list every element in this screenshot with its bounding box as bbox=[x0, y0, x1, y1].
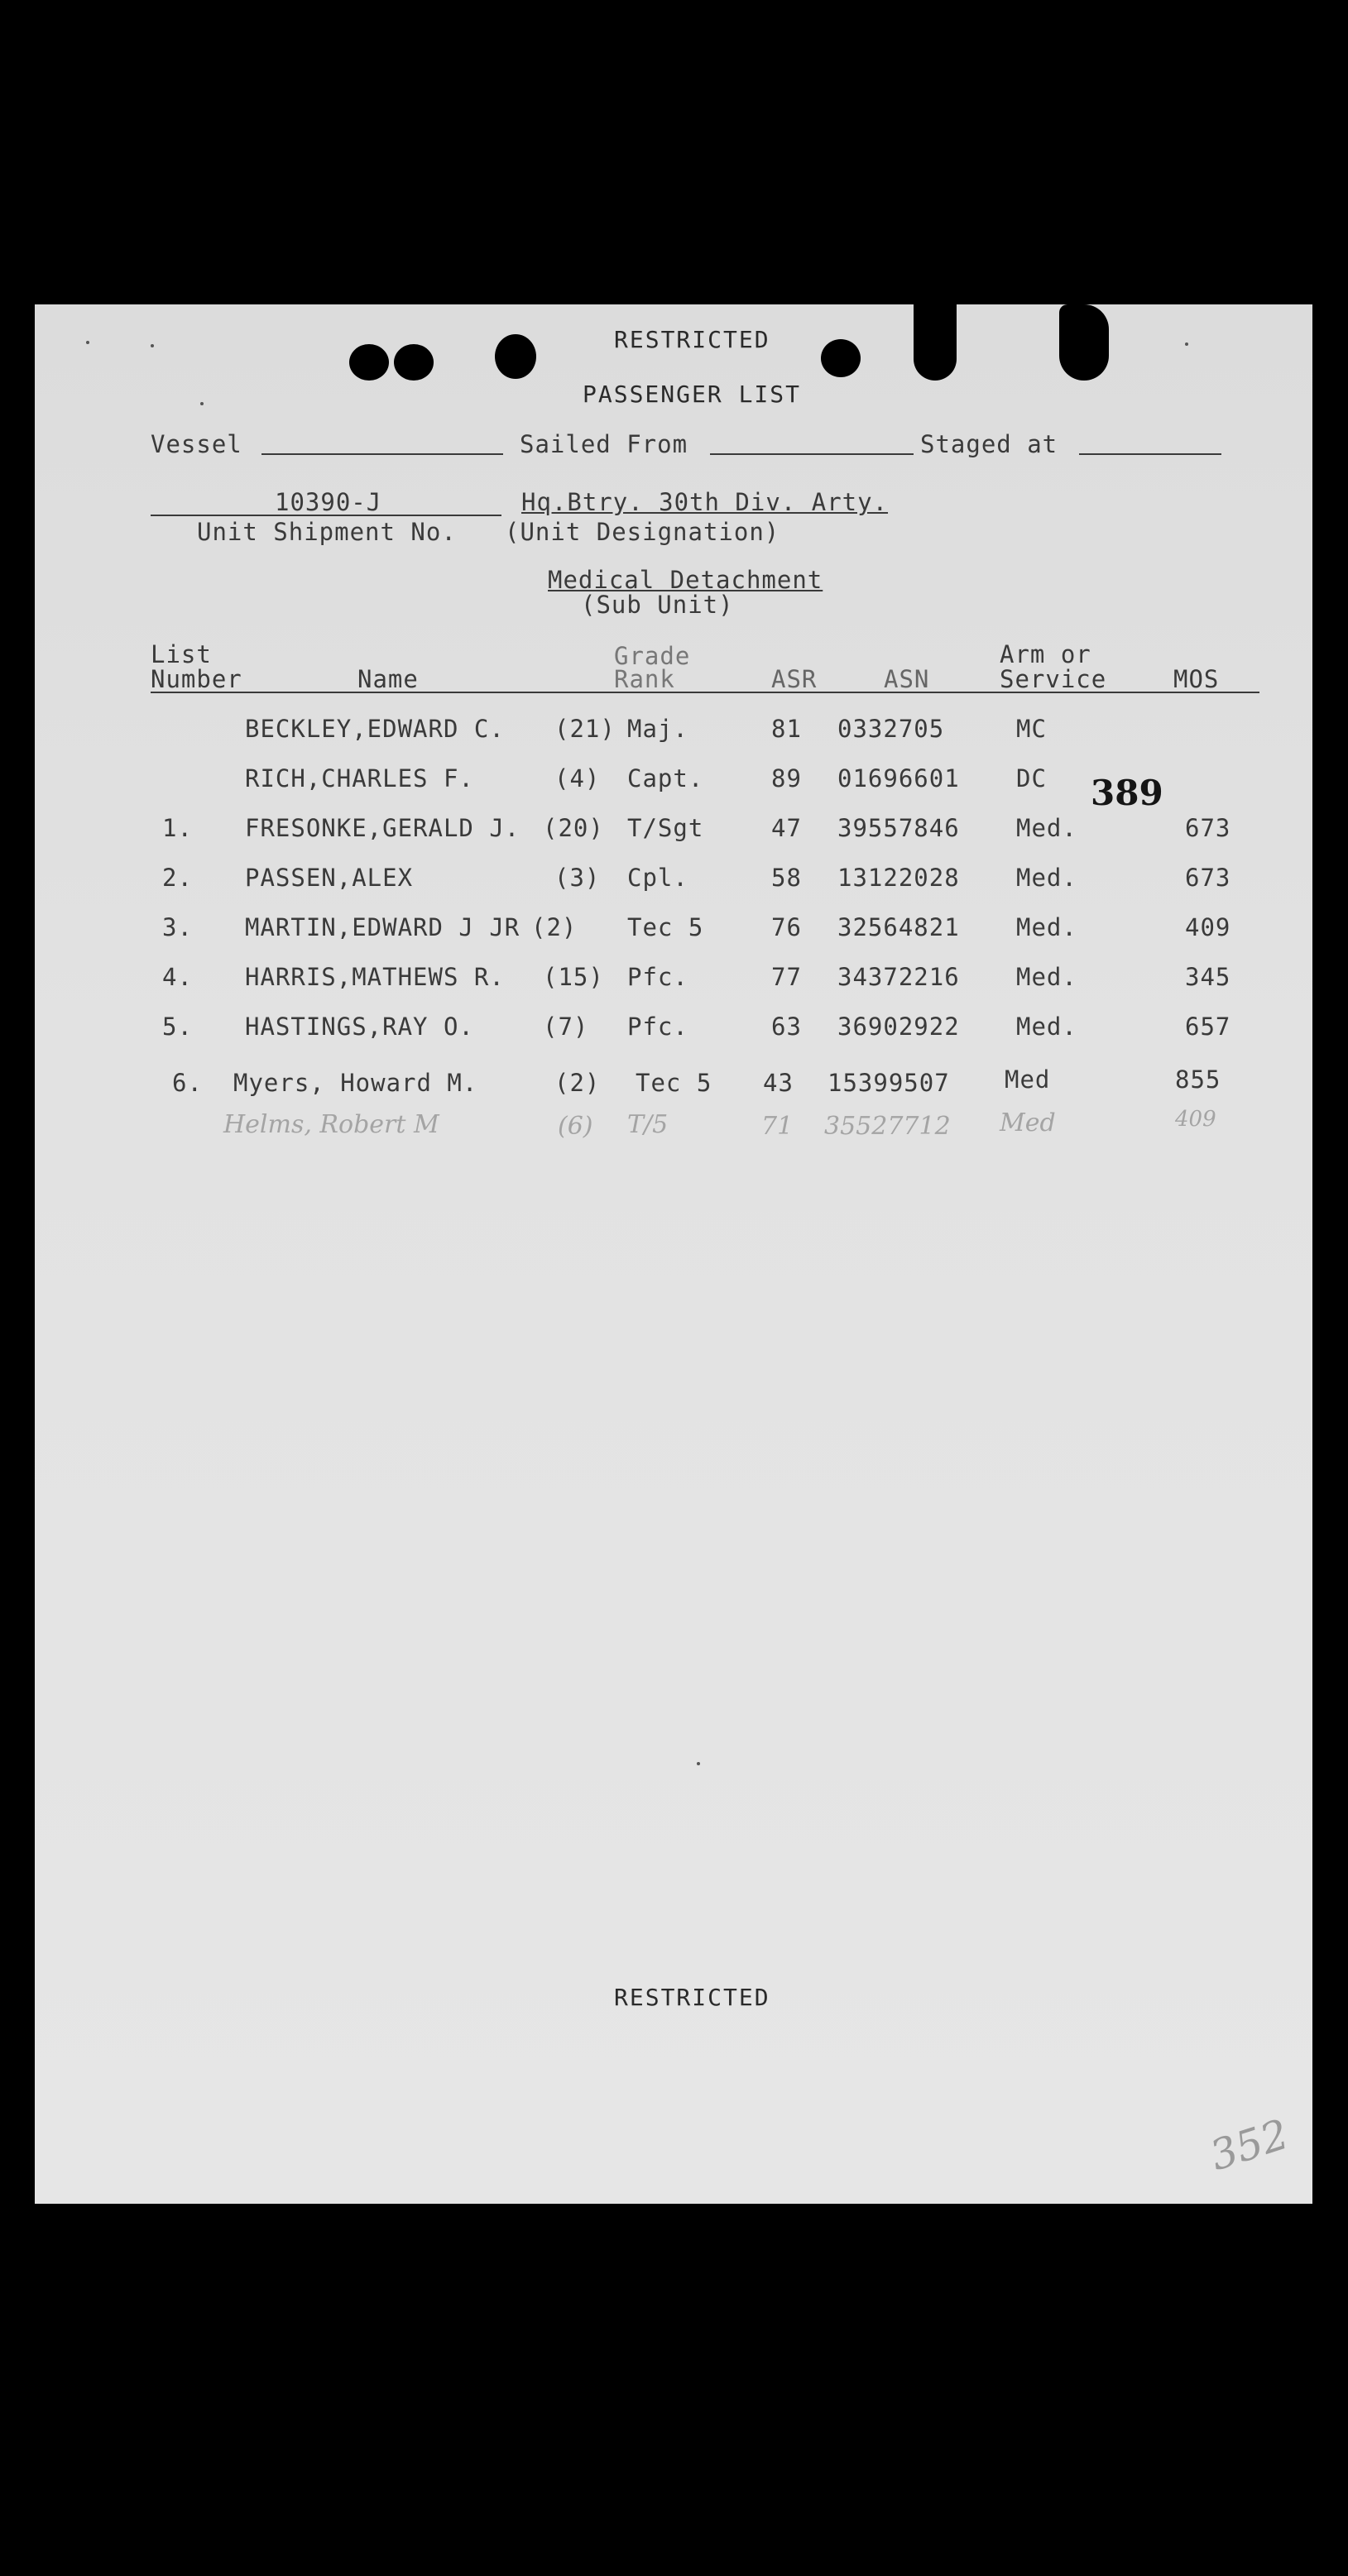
handwritten-page-number: 352 bbox=[1204, 2109, 1295, 2181]
row-name: MARTIN,EDWARD J JR bbox=[245, 913, 520, 941]
row-asr: 58 bbox=[771, 864, 802, 892]
col-asr: ASR bbox=[771, 665, 818, 693]
staged-at-label: Staged at bbox=[920, 430, 1058, 458]
col-grade-2: Rank bbox=[614, 665, 675, 693]
sub-unit: Medical Detachment bbox=[548, 566, 823, 594]
handwritten-mos: 409 bbox=[1175, 1107, 1216, 1132]
unit-shipment-number: 10390-J bbox=[275, 488, 382, 516]
sub-unit-label: (Sub Unit) bbox=[581, 591, 734, 619]
row-code: (2) bbox=[531, 913, 578, 941]
stamp-number: 389 bbox=[1091, 773, 1163, 813]
row-name: HARRIS,MATHEWS R. bbox=[245, 963, 505, 991]
row-mos: 409 bbox=[1185, 913, 1231, 941]
row-name: RICH,CHARLES F. bbox=[245, 764, 474, 792]
punch-hole bbox=[495, 334, 536, 379]
col-name: Name bbox=[357, 665, 419, 693]
row-code: (2) bbox=[554, 1069, 601, 1097]
row-grade: Capt. bbox=[627, 764, 704, 792]
unit-designation: Hq.Btry. 30th Div. Arty. bbox=[521, 488, 889, 516]
vessel-blank bbox=[261, 453, 503, 455]
handwritten-name: Helms, Robert M bbox=[223, 1110, 439, 1139]
row-name: HASTINGS,RAY O. bbox=[245, 1013, 474, 1041]
row-grade: Tec 5 bbox=[627, 913, 704, 941]
row-name: BECKLEY,EDWARD C. bbox=[245, 715, 505, 743]
row-asr: 63 bbox=[771, 1013, 802, 1041]
punch-hole bbox=[821, 339, 861, 377]
row-asr: 81 bbox=[771, 715, 802, 743]
col-arm-1: Arm or bbox=[1000, 640, 1091, 668]
handwritten-arm: Med bbox=[1000, 1108, 1056, 1137]
col-list-number-2: Number bbox=[151, 665, 242, 693]
handwritten-asr: 71 bbox=[761, 1112, 794, 1141]
row-number: 6. bbox=[172, 1069, 203, 1097]
col-arm-2: Service bbox=[1000, 665, 1107, 693]
row-arm: DC bbox=[1016, 764, 1047, 792]
row-asr: 76 bbox=[771, 913, 802, 941]
classification-bottom: RESTRICTED bbox=[614, 1984, 770, 2011]
row-grade: Maj. bbox=[627, 715, 688, 743]
row-asr: 77 bbox=[771, 963, 802, 991]
sailed-from-blank bbox=[710, 453, 914, 455]
row-mos: 345 bbox=[1185, 963, 1231, 991]
row-name: FRESONKE,GERALD J. bbox=[245, 814, 520, 842]
unit-shipment-label: Unit Shipment No. bbox=[197, 518, 457, 546]
staged-at-blank bbox=[1079, 453, 1221, 455]
row-asn: 01696601 bbox=[837, 764, 960, 792]
handwritten-grade: T/5 bbox=[627, 1110, 669, 1139]
punch-hole bbox=[914, 304, 957, 381]
row-arm: Med. bbox=[1016, 1013, 1077, 1041]
row-code: (3) bbox=[554, 864, 601, 892]
col-grade-1: Grade bbox=[614, 642, 691, 670]
row-mos: 673 bbox=[1185, 864, 1231, 892]
row-code: (20) bbox=[543, 814, 604, 842]
row-asn: 32564821 bbox=[837, 913, 960, 941]
row-grade: Cpl. bbox=[627, 864, 688, 892]
row-code: (15) bbox=[543, 963, 604, 991]
row-code: (7) bbox=[543, 1013, 589, 1041]
row-asn: 34372216 bbox=[837, 963, 960, 991]
punch-hole bbox=[1059, 304, 1109, 381]
header-rule bbox=[151, 692, 1259, 693]
col-mos: MOS bbox=[1173, 665, 1220, 693]
punch-hole bbox=[394, 344, 434, 381]
row-asn: 36902922 bbox=[837, 1013, 960, 1041]
vessel-label: Vessel bbox=[151, 430, 242, 458]
row-code: (4) bbox=[554, 764, 601, 792]
row-number: 3. bbox=[162, 913, 193, 941]
row-asn: 15399507 bbox=[828, 1069, 950, 1097]
row-grade: Pfc. bbox=[627, 963, 688, 991]
row-asr: 47 bbox=[771, 814, 802, 842]
row-mos: 673 bbox=[1185, 814, 1231, 842]
row-mos: 855 bbox=[1175, 1065, 1221, 1094]
row-number: 4. bbox=[162, 963, 193, 991]
row-number: 5. bbox=[162, 1013, 193, 1041]
row-arm: Med bbox=[1005, 1065, 1051, 1094]
row-name: Myers, Howard M. bbox=[233, 1069, 478, 1097]
row-asr: 43 bbox=[763, 1069, 794, 1097]
row-number: 2. bbox=[162, 864, 193, 892]
passenger-list-page bbox=[35, 304, 1312, 2204]
col-list-number-1: List bbox=[151, 640, 212, 668]
col-asn: ASN bbox=[884, 665, 930, 693]
unit-designation-label: (Unit Designation) bbox=[505, 518, 780, 546]
row-grade: Tec 5 bbox=[636, 1069, 712, 1097]
row-arm: Med. bbox=[1016, 864, 1077, 892]
punch-hole bbox=[349, 344, 389, 381]
row-code: (21) bbox=[554, 715, 616, 743]
row-asn: 39557846 bbox=[837, 814, 960, 842]
row-arm: MC bbox=[1016, 715, 1047, 743]
row-mos: 657 bbox=[1185, 1013, 1231, 1041]
row-asn: 13122028 bbox=[837, 864, 960, 892]
row-name: PASSEN,ALEX bbox=[245, 864, 414, 892]
page-title: PASSENGER LIST bbox=[583, 381, 802, 408]
row-grade: T/Sgt bbox=[627, 814, 704, 842]
row-arm: Med. bbox=[1016, 814, 1077, 842]
row-asr: 89 bbox=[771, 764, 802, 792]
classification-top: RESTRICTED bbox=[614, 326, 770, 353]
handwritten-asn: 35527712 bbox=[824, 1112, 951, 1141]
row-asn: 0332705 bbox=[837, 715, 945, 743]
sailed-from-label: Sailed From bbox=[520, 430, 688, 458]
handwritten-code: (6) bbox=[558, 1112, 593, 1141]
row-arm: Med. bbox=[1016, 963, 1077, 991]
row-grade: Pfc. bbox=[627, 1013, 688, 1041]
row-number: 1. bbox=[162, 814, 193, 842]
row-arm: Med. bbox=[1016, 913, 1077, 941]
